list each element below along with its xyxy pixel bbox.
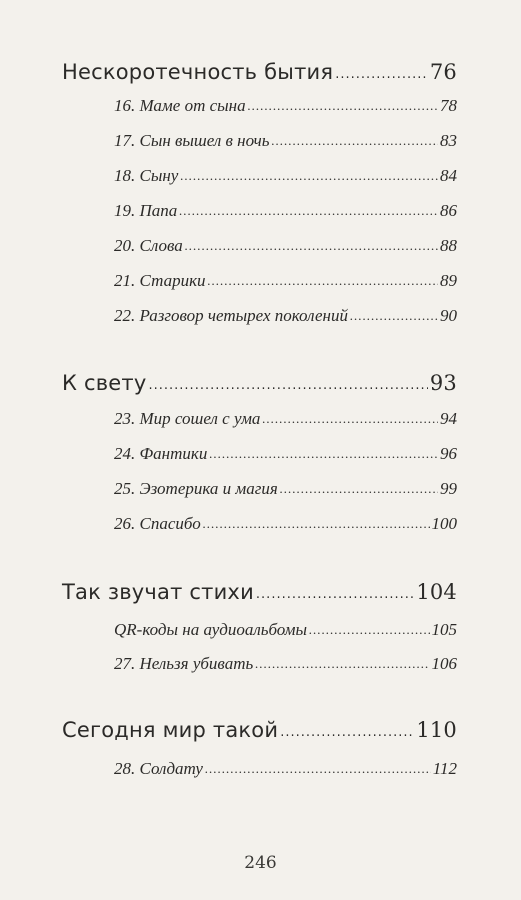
- section-page-number: 110: [416, 718, 457, 742]
- section-page-number: 104: [416, 580, 457, 604]
- entry-title: 27. Нельзя убивать: [114, 654, 254, 673]
- toc-entry: [114, 759, 457, 779]
- section-title: Так звучат стихи: [62, 580, 254, 604]
- entry-title: 17. Сын вышел в ночь: [114, 131, 270, 150]
- toc-entry: [114, 444, 457, 464]
- entry-page-number: 94: [440, 409, 457, 428]
- entry-page-number: 83: [440, 131, 457, 150]
- toc-entry: [114, 166, 457, 186]
- entry-title: 20. Слова: [114, 236, 183, 255]
- dot-leader: [205, 758, 431, 778]
- entry-page-number: 86: [440, 201, 457, 220]
- entry-title: 24. Фантики: [114, 444, 208, 463]
- dot-leader: [350, 305, 438, 325]
- dot-leader: [309, 619, 429, 639]
- dot-leader: [280, 717, 414, 741]
- dot-leader: [248, 95, 438, 115]
- toc-entry: [114, 236, 457, 256]
- dot-leader: [203, 513, 430, 533]
- dot-leader: [208, 270, 438, 290]
- toc-entry: [114, 620, 457, 640]
- toc-entry: [114, 271, 457, 291]
- toc-entry: [114, 201, 457, 221]
- entry-title: 28. Солдату: [114, 759, 203, 778]
- entry-page-number: 88: [440, 236, 457, 255]
- entry-page-number: 89: [440, 271, 457, 290]
- entry-page-number: 84: [440, 166, 457, 185]
- entry-title: 23. Мир сошел с ума: [114, 409, 261, 428]
- dot-leader: [280, 478, 438, 498]
- entry-page-number: 100: [431, 514, 457, 533]
- dot-leader: [209, 443, 438, 463]
- toc-entry: [114, 479, 457, 499]
- section-title: К свету: [62, 371, 147, 395]
- dot-leader: [256, 579, 414, 603]
- dot-leader: [272, 130, 438, 150]
- dot-leader: [335, 59, 428, 83]
- dot-leader: [185, 235, 438, 255]
- entry-title: 26. Спасибо: [114, 514, 201, 533]
- entry-title: 19. Папа: [114, 201, 178, 220]
- dot-leader: [149, 370, 428, 394]
- entry-title: 22. Разговор четырех поколений: [114, 306, 348, 325]
- entry-title: 18. Сыну: [114, 166, 179, 185]
- dot-leader: [255, 653, 429, 673]
- entry-title: 21. Старики: [114, 271, 206, 290]
- dot-leader: [180, 165, 438, 185]
- entry-page-number: 99: [440, 479, 457, 498]
- entry-page-number: 106: [431, 654, 457, 673]
- toc-entry: [114, 96, 457, 116]
- entry-title: QR-коды на аудиоальбомы: [114, 620, 308, 639]
- section-title: Нескоротечность бытия: [62, 60, 334, 84]
- entry-page-number: 90: [440, 306, 457, 325]
- dot-leader: [262, 408, 438, 428]
- toc-entry: [114, 131, 457, 151]
- toc-section-heading: [62, 371, 457, 395]
- toc-entry: [114, 514, 457, 534]
- entry-page-number: 112: [432, 759, 457, 778]
- entry-page-number: 78: [440, 96, 457, 115]
- section-page-number: 93: [429, 371, 457, 395]
- toc-entry: [114, 409, 457, 429]
- section-page-number: 76: [429, 60, 457, 84]
- toc-section-heading: [62, 60, 457, 84]
- entry-page-number: 96: [440, 444, 457, 463]
- entry-page-number: 105: [431, 620, 457, 639]
- toc-section-heading: [62, 580, 457, 604]
- toc-section-heading: [62, 718, 457, 742]
- page-number: 246: [244, 853, 277, 873]
- toc-entry: [114, 654, 457, 674]
- entry-title: 16. Маме от сына: [114, 96, 246, 115]
- dot-leader: [179, 200, 438, 220]
- section-title: Сегодня мир такой: [62, 718, 279, 742]
- entry-title: 25. Эзотерика и магия: [114, 479, 278, 498]
- toc-entry: [114, 306, 457, 326]
